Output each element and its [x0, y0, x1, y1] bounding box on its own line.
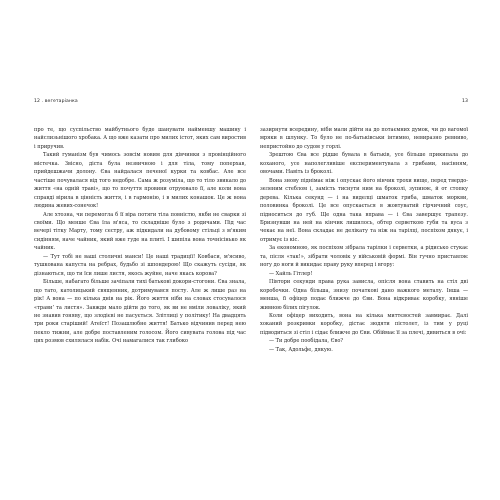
paragraph: Такий гуманізм був чимось зовсім новим для дівчинки з провінційного містечка. Звісно, діста була незвичною і для тіла, тому поперхав, прийдешжачи долону. Єва найдалася печеної курки та ковбас. Але все частіше почувалася від того недобре. Сама ж розуміла, що то тіло звикало до життя «на одній траві», що то почуття провини отруювало її, але коли вона справді вірила в цінність життя, і в гармонію, і в милих конашок. Це ж вона людина жевих-сонечок!: [34, 152, 246, 210]
paragraph: Більше, набагато більше зачіпали тихі батькові докори-стогони. Єва знала, що тато, католицький священник, дотримувався посту. Але ж лише раз на рік! А вона — по кілька днів на рік. Його життя ніби на словах стосувалося «травиʼ та листя». Завжди мало дійти до того, як ви не вміли ловаліку, який не знавив гоняву, що злодієві не пасується. Злітлиці у політику! На двадцять три роки старіший! Атеїст! Позашлюбне життя! Батько відчинив перед нею пекло тижни, але добре поставленим голосом. Його сивувата голова під час цих розмов схилялася набік. Очі намагалися так глибоко: [34, 279, 246, 345]
paragraph: — Тут тобі не ваші столичні манси! Це наші традиції! Ковбаси, м'ясиво, тушкована капуста на ребрах, будьбо зі шпондерою! Що скажуть сусіди, як дізнаються, що ти їси лише листя, якось жуйне, наче якась корова?: [34, 253, 246, 277]
right-page: [250, 0, 500, 500]
left-page-text: [34, 126, 246, 346]
paragraph: про те, що суспільство майбутнього буде шанувати найменшу машину і найслизьнішого хробака. А що вже казати про милих істот, яких сам виростив і приручив.: [34, 127, 246, 150]
page-number: 13: [461, 99, 468, 104]
paragraph: зазирнути всередину, ніби мали дійти на до потаємних думок, чи до вагомої мряки в шлунку. То було не по-батьківськи інтимно, невиразно ревниво, непристойно до судом у горлі.: [260, 127, 468, 150]
paragraph: Зрештою Єва все рідше бувала в батьків, усе більше прикипала до коханого, усе наполегливіше експериментувала з грибами, насінням, овочами. Навіть із броколі.: [260, 152, 468, 176]
paragraph: — Ти добре пообідала, Єво?: [269, 338, 344, 345]
right-page-text: [260, 126, 468, 354]
paragraph: — Так, Адольфе, дякую.: [269, 346, 333, 353]
paragraph: Півтори секунди права рука зависла, опісля вона ставить на стіл дві коробочки. Одна більша, знизу початкові дано важкого металу. Інша — менша, її офіцер подає ближче до Єви. Вона відкриває коробку, явніше живною білих пігулок.: [260, 279, 468, 311]
paragraph: Коли офіцер виходить, вона на кілька миттєвостей завмирає. Далі хоканий розкривки коробку, дістає зюдяти пістолет, із тим у руці підводиться зі стіл і сідає ближче до Єви. Обіймає її за плечі, дивиться в очі:: [260, 312, 468, 336]
paragraph: За економною, як поспіхом зібрала тарілки і серветки, а рідисько стукає та, після «так!», зібрати чоловік у військовій формі. Він гучно приставляє ногу до ноги й викидає праву руку вперед і вгору:: [260, 245, 468, 269]
paragraph: — Хайль Гітлер!: [269, 270, 313, 277]
paragraph: Вона знову піднімає ніж і опускає його вінчик трохи вище, перед твердо-зеленим стеблом і, замість тиснути ним на броколі, зупиняє, й от стопку дерева. Кілька секунд — і на виделці шматок гриба, шматок моркви, половинка броколі. Це все опускається в жовтуватий гірчичний соус, підноситься до губ. Ще одна така вправа — і Єва завершує трапезу. Бризнувши на ней на кінчик лишилось, обтер серветкою губи та вуса з чекає на неї. Вона складає не делікату та ніж на тарілці, поспіхом дякує, і отримує із кіс.: [260, 177, 468, 243]
paragraph: Але хтозна, чи перемогла б її віра потяги тіла повністю, якби не сварки зі своїми. Що менше Єва їла м'яса, то складніше було з родичами. Під час вечері тітку Марту, тому сестру, аж підкидали на дубовому стільці з м'яким сидінням, наче чайник, який вже гуде на плиті. І шипіла вона точнісінько як чайник.: [34, 211, 246, 252]
running-head: 12 . вегетаріанка: [34, 99, 78, 104]
